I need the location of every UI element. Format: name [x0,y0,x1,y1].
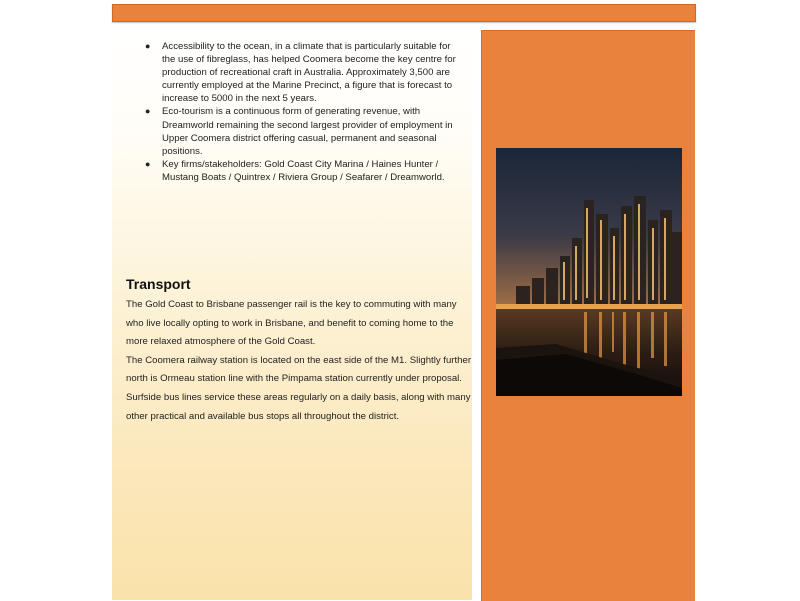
transport-section-body [126,296,471,426]
bullet-icon: ● [145,106,151,117]
list-item-text: Accessibility to the ocean, in a climate that is particularly suitable for the use of fibreglass, has helped Coomera become the key centre for production of recreational craft in Australia. Approximately 3,500 are currently employed at the Marine Precinct, a figure that is forecast to increase to 5000 in the next 5 years. [162,41,456,105]
paragraph: The Coomera railway station is located on the east side of the M1. Slightly further north is Ormeau station line with the Pimpama station currently under proposal. [126,354,472,385]
list-item [128,105,466,157]
list-item [128,40,466,105]
section-heading: Transport [126,276,191,292]
bullet-icon: ● [145,158,151,169]
list-item-text: Eco-tourism is a continuous form of generating revenue, with Dreamworld remaining the second largest provider of employment in Upper Coomera district offering casual, permanent and seasonal positions. [162,106,453,157]
city-skyline-photo [496,148,682,396]
paragraph: Surfside bus lines service these areas regularly on a daily basis, along with many other practical and available bus stops all throughout the district. [126,391,471,422]
header-accent-bar [112,4,696,22]
list-item-text: Key firms/stakeholders: Gold Coast City Marina / Haines Hunter / Mustang Boats / Quintrex / Riviera Group / Seafarer / Dreamworld. [162,158,445,183]
key-points-list [128,40,466,184]
list-item [128,158,466,184]
bullet-icon: ● [145,41,151,51]
paragraph: The Gold Coast to Brisbane passenger rail is the key to commuting with many who live locally opting to work in Brisbane, and benefit to coming home to the more relaxed atmosphere of the Gold Coast. [126,299,457,348]
